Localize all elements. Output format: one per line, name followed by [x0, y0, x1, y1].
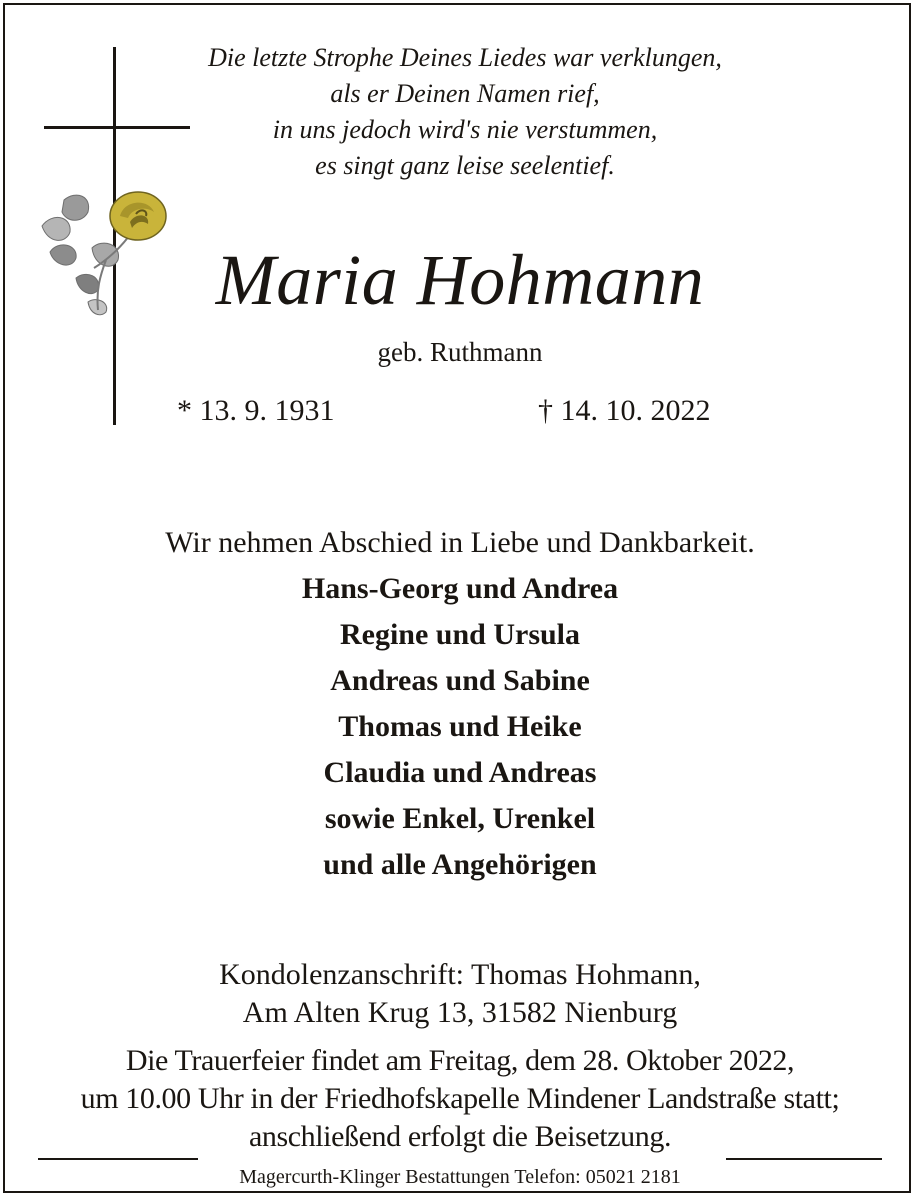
mourner-entry: Regine und Ursula — [339, 618, 581, 651]
address-line: Kondolenzanschrift: Thomas Hohmann, — [219, 958, 701, 991]
mourner-entry: sowie Enkel, Urenkel — [324, 802, 596, 835]
mourner-entry: und alle Angehörigen — [323, 848, 597, 881]
mourners-list — [0, 566, 920, 888]
verse-line: als er Deinen Namen rief, — [330, 79, 600, 108]
verse-line: Die letzte Strophe Deines Liedes war verklungen, — [208, 43, 722, 72]
verse-line: in uns jedoch wird's nie verstummen, — [272, 115, 658, 144]
verse — [0, 40, 920, 184]
farewell-text: Wir nehmen Abschied in Liebe und Dankbarkeit. — [165, 526, 755, 559]
deceased-name: Maria Hohmann — [215, 240, 705, 320]
funeral-home-footer: Magercurth-Klinger Bestattungen Telefon: 05021 2181 — [239, 1166, 681, 1188]
address-line: Am Alten Krug 13, 31582 Nienburg — [242, 996, 678, 1029]
mourner-entry: Claudia und Andreas — [323, 756, 597, 789]
ceremony-line: Die Trauerfeier findet am Freitag, dem 28. Oktober 2022, — [125, 1044, 795, 1077]
ceremony-info — [0, 1042, 920, 1156]
leaf-icon — [62, 195, 89, 220]
condolence-address — [0, 956, 920, 1032]
footer-divider — [726, 1158, 882, 1160]
footer-divider — [38, 1158, 198, 1160]
mourner-entry: Hans-Georg und Andrea — [301, 572, 619, 605]
verse-line: es singt ganz leise seelentief. — [315, 151, 615, 180]
mourner-entry: Andreas und Sabine — [330, 664, 590, 697]
birth-date: * 13. 9. 1931 — [177, 394, 335, 427]
ceremony-line: um 10.00 Uhr in der Friedhofskapelle Mindener Landstraße statt; — [80, 1082, 840, 1115]
ceremony-line: anschließend erfolgt die Beisetzung. — [248, 1120, 672, 1153]
maiden-name: geb. Ruthmann — [377, 337, 543, 367]
death-date: † 14. 10. 2022 — [538, 394, 711, 427]
mourner-entry: Thomas und Heike — [338, 710, 582, 743]
